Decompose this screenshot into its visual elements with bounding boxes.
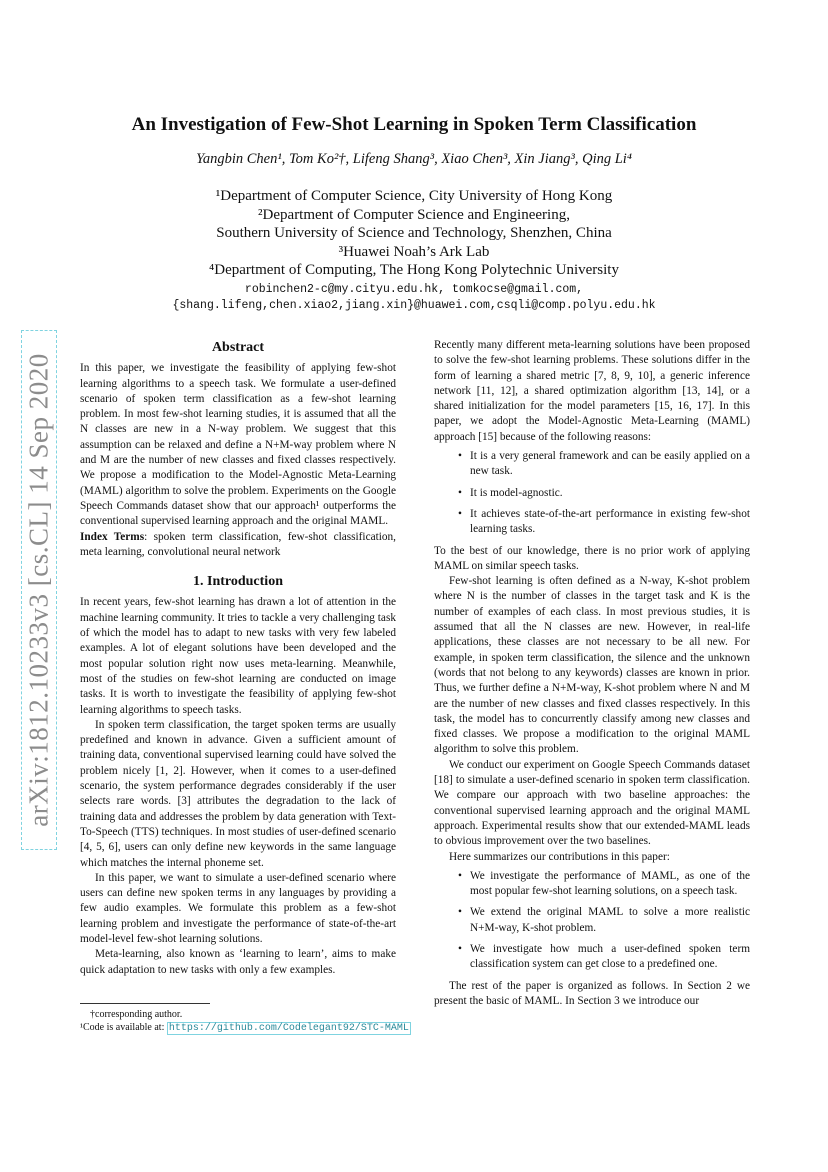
email-line-2: {shang.lifeng,chen.xiao2,jiang.xin}@huawei.com,csqli@comp.polyu.edu.hk xyxy=(172,299,656,312)
list-item: • We investigate how much a user-defined spoken term classification system can get close to a predefined one. xyxy=(470,942,750,973)
index-terms-label: Index Terms xyxy=(80,530,145,543)
right-paragraph-5: Here summarizes our contributions in this paper: xyxy=(449,850,670,863)
left-column xyxy=(80,338,396,978)
list-item: • It is model-agnostic. xyxy=(470,486,750,501)
footnotes xyxy=(80,1008,409,1035)
abstract-heading: Abstract xyxy=(211,340,265,355)
footnote-divider xyxy=(80,1003,210,1004)
email-line-1: robinchen2-c@my.cityu.edu.hk, tomkocse@gmail.com, xyxy=(244,283,584,296)
intro-paragraph-3: In this paper, we want to simulate a user-defined scenario where users can define new spoken terms in any languages by providing a few audio examples. We formulate this problem as a few-shot learning problem and investigate the performance of state-of-the-art model-level few-shot learning solutions. xyxy=(80,871,396,945)
intro-paragraph-2: In spoken term classification, the target spoken terms are usually predefined and known in advance. Given a sufficient amount of training data, conventional supervised learning could have solved the problem nicely [1, 2]. However, when it comes to a user-defined scenario, the system performance degrades considerably if the user selects rare words. [3] attributes the degradation to the lack of training data and addresses the problem by data generation with Text-To-Speech (TTS) techniques. In most studies of user-defined scenario [4, 5, 6], users can only define new keywords in the same language which matches the internal phoneme set. xyxy=(80,718,396,869)
footnote-code xyxy=(80,1021,409,1035)
intro-paragraph-1: In recent years, few-shot learning has drawn a lot of attention in the machine learning community. It tries to tackle a very challenging task of which the model has to adapt to new tasks with very few labeled examples. A lot of elegant solutions have been developed and the most popular solution right now uses meta-learning. Meanwhile, most of the studies on few-shot learning are conducted on image tasks. It is worth to investigate the feasibility of applying few-shot learning algorithms to speech tasks. xyxy=(80,596,396,716)
paper-title: An Investigation of Few-Shot Learning in Spoken Term Classification xyxy=(131,114,697,135)
affiliation-4: ⁴Department of Computing, The Hong Kong Polytechnic University xyxy=(209,262,619,278)
contributions-list xyxy=(434,869,750,973)
affiliation-2: ²Department of Computer Science and Engineering, xyxy=(258,206,570,223)
code-link[interactable]: https://github.com/Codelegant92/STC-MAML xyxy=(168,1023,409,1034)
affiliation-3: ³Huawei Noah’s Ark Lab xyxy=(338,243,490,260)
list-item: • It is a very general framework and can be easily applied on a new task. xyxy=(470,449,750,480)
arxiv-sidebar xyxy=(21,330,57,850)
footnote-code-prefix: ¹Code is available at: xyxy=(80,1022,167,1033)
author-list: Yangbin Chen¹, Tom Ko²†, Lifeng Shang³, Xiao Chen³, Xin Jiang³, Qing Li⁴ xyxy=(196,151,632,167)
affiliations xyxy=(0,187,828,280)
index-terms xyxy=(80,530,396,561)
list-item: • We extend the original MAML to solve a more realistic N+M-way, K-shot problem. xyxy=(470,905,750,936)
affiliation-2-cont: Southern University of Science and Technology, Shenzhen, China xyxy=(216,225,612,241)
intro-heading: 1. Introduction xyxy=(193,574,283,590)
right-paragraph-1: Recently many different meta-learning solutions have been proposed to solve the few-shot learning problems. These solutions differ in the form of learning a shared metric [7, 8, 9, 10], a generic inference network [11, 12], a shared optimization algorithm [13, 14], or a shared initialization for the model parameters [15, 16, 17]. In this paper, we adopt the Model-Agnostic Meta-Learning (MAML) approach [15] because of the following reasons: xyxy=(434,339,750,443)
list-item: • It achieves state-of-the-art performance in existing few-shot learning tasks. xyxy=(470,507,750,538)
right-paragraph-4: We conduct our experiment on Google Speech Commands dataset [18] to simulate a user-defined scenario in spoken term classification. We compare our approach with two baseline approaches: the conventional supervised learning approach and the original MAML approach. Experimental results show that our extended-MAML leads to obvious improvement over the two baselines. xyxy=(434,758,750,848)
reasons-list xyxy=(434,449,750,537)
right-column xyxy=(434,338,750,1009)
footnote-corresponding: †corresponding author. xyxy=(90,1009,183,1020)
arxiv-id[interactable]: arXiv:1812.10233v3 [cs.CL] 14 Sep 2020 xyxy=(23,353,54,827)
right-paragraph-2: To the best of our knowledge, there is no prior work of applying MAML on similar speech tasks. xyxy=(434,544,750,572)
right-paragraph-6: The rest of the paper is organized as follows. In Section 2 we present the basic of MAML. In Section 3 we introduce our xyxy=(434,979,750,1007)
intro-paragraph-4: Meta-learning, also known as ‘learning to learn’, aims to make quick adaptation to new tasks with only a few examples. xyxy=(80,948,396,976)
abstract-text: In this paper, we investigate the feasibility of applying few-shot learning algorithms to a speech task. We formulate a user-defined scenario of spoken term classification as a few-shot learning problem. In most few-shot learning studies, it is assumed that all the N classes are new in a N-way problem. We suggest that this assumption can be relaxed and define a N+M-way problem where N and M are the number of new classes and fixed classes respectively. We propose a modification to the Model-Agnostic Meta-Learning (MAML) algorithm to solve the problem. Experiments on the Google Speech Commands dataset show that our approach¹ outperforms the conventional supervised learning approach and the original MAML. xyxy=(80,362,396,528)
list-item: • We investigate the performance of MAML, as one of the most popular few-shot learning solutions, on a speech task. xyxy=(470,869,750,900)
right-paragraph-3: Few-shot learning is often defined as a N-way, K-shot problem where N is the number of classes in the target task and K is the number of examples of each class. In most previous studies, it is assumed that all the N classes are new. However, in real-life applications, these classes are not necessary to be all new. For example, in spoken term classification, the silence and the unknown (words that not belong to any keywords) classes are known in prior. Thus, we further define a N+M-way, K-shot problem where N and M are the number of new classes and fixed classes respectively. In this task, the model has to concurrently classify among new classes and fixed classes. We propose a modification to the original MAML algorithm to solve this problem. xyxy=(434,575,750,756)
index-terms-text: : spoken term classification, few-shot classification, meta learning, convolutional neural network xyxy=(80,530,396,558)
email-block xyxy=(0,282,828,314)
affiliation-1: ¹Department of Computer Science, City University of Hong Kong xyxy=(215,188,613,204)
